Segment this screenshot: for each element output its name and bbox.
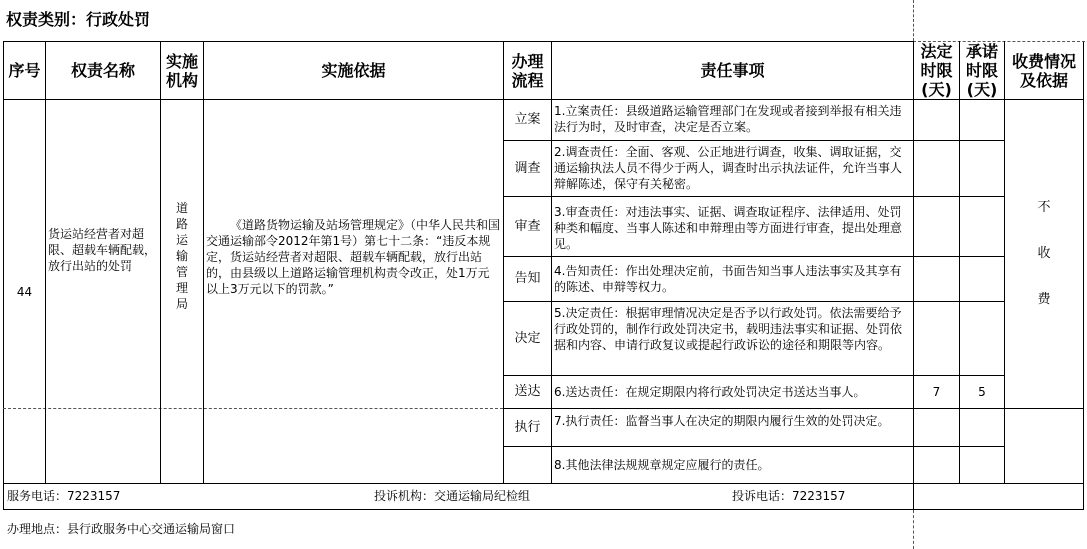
process-label: 审查 xyxy=(514,218,541,234)
duty-text: 4.告知责任：作出处理决定前，书面告知当事人违法事实及其享有的陈述、申辩等权力。 xyxy=(554,264,902,294)
header-legal-line1: 法定 xyxy=(920,42,953,61)
record-org-char: 理 xyxy=(175,280,188,295)
header-legal-limit xyxy=(914,42,959,99)
process-cell xyxy=(504,447,551,483)
duty-cell xyxy=(554,413,910,445)
duty-cell xyxy=(554,103,910,139)
header-promise-line3: (天) xyxy=(966,80,998,99)
record-name xyxy=(48,100,158,483)
duty-text: 3.审查责任：对违法事实、证据、调查取证程序、法律适用、处罚种类和幅度、当事人陈述和申辩理由等方面进行审查，提出处理意见。 xyxy=(554,205,903,251)
header-name-label: 权责名称 xyxy=(70,61,135,80)
page-title xyxy=(6,8,150,32)
header-promise-limit xyxy=(960,42,1004,99)
record-fee-char: 不 xyxy=(1037,200,1051,215)
process-label: 告知 xyxy=(514,271,541,286)
duty-text: 2.调查责任：全面、客观、公正地进行调查，收集、调取证据，交通运输执法人员不得少于两人，调查时出示执法证件，允许当事人辩解陈述，保守有关秘密。 xyxy=(554,145,903,191)
office-address-text: 办理地点：县行政服务中心交通运输局窗口 xyxy=(7,522,236,536)
duty-text: 5.决定责任：根据审理情况决定是否予以行政处罚。依法需要给予行政处罚的，制作行政处罚决定书，载明违法事实和证据、处罚依据和内容、申请行政复议或提起行政诉讼的途径和期限等内容。 xyxy=(554,306,903,352)
record-basis-text: 《道路货物运输及站场管理规定》（中华人民共和国交通运输部令2012年第1号）第七十二条：“违反本规定，货运站经营者对超限、超载车辆配载，放行出站的，由县级以上道路运输管理机构责令改正，处1万元以上3万元以下的罚款。” xyxy=(206,217,501,296)
process-cell xyxy=(504,376,551,408)
service-phone-text: 服务电话：7223157 xyxy=(7,489,121,503)
process-cell xyxy=(504,197,551,256)
header-name xyxy=(46,42,160,99)
record-org-char: 道 xyxy=(175,200,188,215)
record-org-char: 路 xyxy=(175,216,188,231)
record-org-char: 输 xyxy=(175,248,188,263)
header-fee xyxy=(1005,42,1083,99)
record-org-char: 局 xyxy=(175,296,188,311)
header-seq-label: 序号 xyxy=(8,61,41,80)
header-process-line2: 流程 xyxy=(511,70,544,90)
header-org xyxy=(161,42,203,99)
header-fee-line2: 及依据 xyxy=(1019,70,1068,90)
duty-text: 7.执行责任：监督当事人在决定的期限内履行生效的处罚决定。 xyxy=(554,414,890,428)
duty-cell xyxy=(554,376,910,408)
process-label: 决定 xyxy=(514,330,541,346)
process-cell xyxy=(504,100,551,140)
header-org-line2: 机构 xyxy=(165,70,198,90)
header-org-line1: 实施 xyxy=(165,51,198,71)
header-fee-line1: 收费情况 xyxy=(1011,51,1076,71)
legal-days-value: 7 xyxy=(932,385,941,399)
office-address xyxy=(7,510,235,548)
duty-cell xyxy=(554,447,910,483)
record-name-text: 货运站经营者对超限、超载车辆配载，放行出站的处罚 xyxy=(48,226,157,273)
complaint-phone-text: 投诉电话：7223157 xyxy=(732,489,846,503)
complaint-org xyxy=(374,484,530,509)
duty-cell xyxy=(554,263,910,300)
process-label: 立案 xyxy=(514,112,541,127)
header-basis xyxy=(204,42,503,99)
duty-cell xyxy=(554,204,910,255)
record-seq-value: 44 xyxy=(16,284,33,299)
process-cell xyxy=(504,302,551,375)
header-promise-line2: 时限 xyxy=(965,61,998,80)
record-org-char: 运 xyxy=(175,232,188,247)
legal-days-cell xyxy=(914,376,959,408)
promise-days-cell xyxy=(960,376,1004,408)
record-basis xyxy=(206,100,501,483)
header-process-line1: 办理 xyxy=(511,51,544,71)
header-legal-line2: 时限 xyxy=(920,61,953,80)
header-duty-label: 责任事项 xyxy=(700,61,765,80)
header-seq xyxy=(4,42,45,99)
duty-text: 8.其他法律法规规章规定应履行的责任。 xyxy=(554,458,770,472)
process-label: 调查 xyxy=(514,160,541,176)
record-org xyxy=(161,100,203,483)
record-fee-char: 收 xyxy=(1037,246,1051,261)
complaint-phone xyxy=(732,484,845,509)
process-cell xyxy=(504,257,551,301)
record-org-char: 管 xyxy=(175,264,188,279)
page-title-text: 权责类别：行政处罚 xyxy=(6,10,151,29)
header-promise-line1: 承诺 xyxy=(965,42,998,61)
header-process xyxy=(504,42,551,99)
header-basis-label: 实施依据 xyxy=(321,61,386,80)
record-fee-char: 费 xyxy=(1037,292,1051,307)
process-cell xyxy=(504,409,551,446)
process-label: 执行 xyxy=(514,419,541,435)
promise-days-value: 5 xyxy=(978,385,986,399)
duty-text: 1.立案责任：县级道路运输管理部门在发现或者接到举报有相关违法行为时，及时审查，决定是否立案。 xyxy=(554,104,902,134)
duty-cell xyxy=(554,144,910,195)
duty-text: 6.送达责任：在规定期限内将行政处罚决定书送达当事人。 xyxy=(554,385,866,399)
duty-cell xyxy=(554,305,910,374)
record-seq xyxy=(4,100,45,483)
header-legal-line3: (天) xyxy=(921,80,952,99)
process-label: 送达 xyxy=(514,384,541,399)
complaint-org-text: 投诉机构：交通运输局纪检组 xyxy=(374,489,531,503)
record-fee xyxy=(1005,100,1083,408)
process-cell xyxy=(504,141,551,196)
header-duty xyxy=(552,42,913,99)
service-phone xyxy=(7,484,120,509)
